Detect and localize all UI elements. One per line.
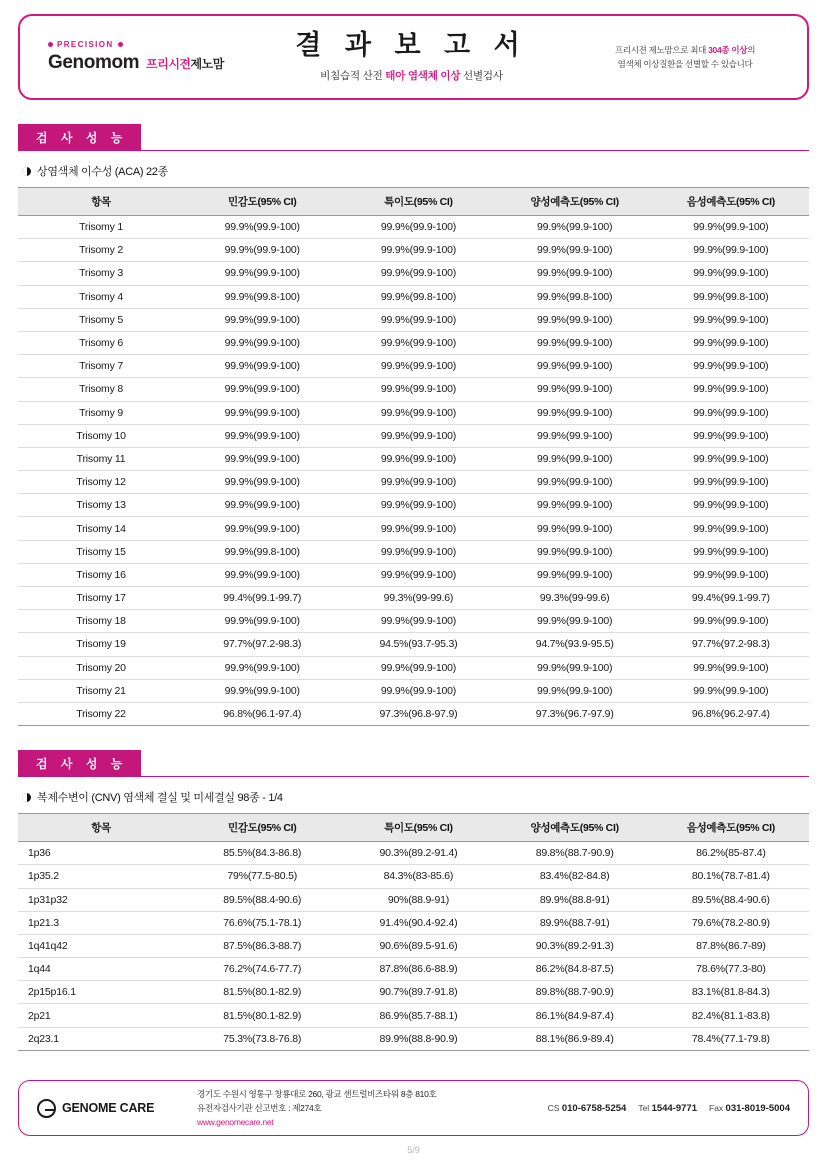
section-aca-tag: 검 사 성 능 xyxy=(18,124,141,151)
cell-item: Trisomy 8 xyxy=(18,378,184,401)
column-header-ppv: 양성예측도(95% CI) xyxy=(497,188,653,216)
cell-value: 99.9%(99.9-100) xyxy=(340,331,496,354)
cell-value: 99.9%(99.9-100) xyxy=(340,656,496,679)
cell-value: 99.9%(99.9-100) xyxy=(497,494,653,517)
cell-value: 99.9%(99.9-100) xyxy=(653,424,809,447)
header-note-line2: 염색체 이상질환을 선별할 수 있습니다 xyxy=(617,59,753,69)
cell-item: Trisomy 6 xyxy=(18,331,184,354)
cell-value: 75.3%(73.8-76.8) xyxy=(184,1027,340,1050)
cell-value: 99.9%(99.9-100) xyxy=(653,494,809,517)
cell-value: 88.1%(86.9-89.4) xyxy=(497,1027,653,1050)
cell-value: 99.9%(99.9-100) xyxy=(340,494,496,517)
table-row xyxy=(18,517,809,540)
cell-value: 89.9%(88.8-91) xyxy=(497,888,653,911)
cell-value: 99.9%(99.9-100) xyxy=(497,563,653,586)
cell-value: 99.9%(99.9-100) xyxy=(340,424,496,447)
tel-contact: Tel 1544-9771 xyxy=(638,1102,697,1114)
cell-value: 99.9%(99.9-100) xyxy=(653,355,809,378)
cell-item: Trisomy 11 xyxy=(18,447,184,470)
cell-value: 83.4%(82-84.8) xyxy=(497,865,653,888)
cell-item: 2p21 xyxy=(18,1004,184,1027)
aca-table-body xyxy=(18,216,809,726)
genome-care-logo xyxy=(37,1099,197,1118)
precision-text: PRECISION xyxy=(57,40,114,49)
cell-value: 99.9%(99.9-100) xyxy=(340,216,496,239)
cell-value: 87.5%(86.3-88.7) xyxy=(184,934,340,957)
cell-item: Trisomy 10 xyxy=(18,424,184,447)
address-line-2: 유전자검사기관 신고번호 : 제274호 xyxy=(197,1102,322,1113)
cell-item: Trisomy 4 xyxy=(18,285,184,308)
table-row xyxy=(18,308,809,331)
table-row xyxy=(18,865,809,888)
section-cnv-header xyxy=(18,750,809,777)
cell-value: 99.9%(99.9-100) xyxy=(497,656,653,679)
cell-value: 99.9%(99.9-100) xyxy=(340,679,496,702)
aca-table-head xyxy=(18,188,809,216)
section-divider xyxy=(141,750,809,777)
cell-value: 89.8%(88.7-90.9) xyxy=(497,981,653,1004)
cell-value: 99.9%(99.9-100) xyxy=(653,656,809,679)
cell-value: 99.9%(99.9-100) xyxy=(340,355,496,378)
cell-value: 99.9%(99.9-100) xyxy=(184,378,340,401)
cell-item: 1p31p32 xyxy=(18,888,184,911)
report-footer xyxy=(18,1080,809,1155)
cell-value: 99.9%(99.9-100) xyxy=(497,308,653,331)
cell-item: Trisomy 9 xyxy=(18,401,184,424)
header-note xyxy=(585,43,785,72)
cell-value: 99.9%(99.8-100) xyxy=(340,285,496,308)
cell-item: 1p36 xyxy=(18,842,184,865)
cell-value: 99.9%(99.9-100) xyxy=(653,563,809,586)
cell-value: 99.9%(99.9-100) xyxy=(653,517,809,540)
cell-item: Trisomy 15 xyxy=(18,540,184,563)
page-subtitle: 비침습적 산전 태아 염색체 이상 선별검사 xyxy=(320,69,503,82)
cell-value: 91.4%(90.4-92.4) xyxy=(340,911,496,934)
cell-value: 86.9%(85.7-88.1) xyxy=(340,1004,496,1027)
cell-value: 99.3%(99-99.6) xyxy=(497,587,653,610)
table-row xyxy=(18,981,809,1004)
cell-value: 99.9%(99.9-100) xyxy=(340,471,496,494)
cell-item: 1q44 xyxy=(18,958,184,981)
cell-item: Trisomy 12 xyxy=(18,471,184,494)
cnv-table-body xyxy=(18,842,809,1051)
brand-name-row xyxy=(48,52,238,74)
column-header-npv: 음성예측도(95% CI) xyxy=(653,188,809,216)
page-number: 5/9 xyxy=(407,1145,420,1155)
cell-value: 90%(88.9-91) xyxy=(340,888,496,911)
cell-value: 99.9%(99.9-100) xyxy=(497,610,653,633)
cell-item: Trisomy 19 xyxy=(18,633,184,656)
cell-value: 99.9%(99.9-100) xyxy=(340,517,496,540)
cell-value: 89.8%(88.7-90.9) xyxy=(497,842,653,865)
company-url[interactable]: www.genomecare.net xyxy=(197,1117,274,1127)
cell-value: 99.9%(99.9-100) xyxy=(653,378,809,401)
cell-value: 99.9%(99.9-100) xyxy=(497,262,653,285)
cell-value: 83.1%(81.8-84.3) xyxy=(653,981,809,1004)
table-row xyxy=(18,216,809,239)
section-aca-subtitle xyxy=(18,163,809,179)
cell-value: 99.9%(99.9-100) xyxy=(653,610,809,633)
dot-icon xyxy=(48,42,53,47)
cell-value: 99.9%(99.9-100) xyxy=(653,540,809,563)
section-aca-header xyxy=(18,124,809,151)
cell-value: 76.6%(75.1-78.1) xyxy=(184,911,340,934)
cell-value: 86.2%(84.8-87.5) xyxy=(497,958,653,981)
cell-value: 86.2%(85-87.4) xyxy=(653,842,809,865)
table-row xyxy=(18,401,809,424)
cell-value: 79%(77.5-80.5) xyxy=(184,865,340,888)
cell-value: 99.9%(99.9-100) xyxy=(653,679,809,702)
cell-item: Trisomy 7 xyxy=(18,355,184,378)
half-circle-bullet-icon xyxy=(22,167,31,176)
cell-value: 94.5%(93.7-95.3) xyxy=(340,633,496,656)
table-row xyxy=(18,587,809,610)
cell-value: 99.9%(99.9-100) xyxy=(184,656,340,679)
cell-value: 99.9%(99.9-100) xyxy=(340,308,496,331)
cell-value: 99.9%(99.8-100) xyxy=(184,285,340,308)
cell-value: 99.9%(99.9-100) xyxy=(340,540,496,563)
cell-item: Trisomy 5 xyxy=(18,308,184,331)
cell-value: 99.9%(99.9-100) xyxy=(497,517,653,540)
cell-value: 99.9%(99.9-100) xyxy=(184,239,340,262)
cell-value: 97.3%(96.8-97.9) xyxy=(340,702,496,725)
table-row xyxy=(18,911,809,934)
cell-value: 99.9%(99.9-100) xyxy=(184,610,340,633)
cell-value: 99.9%(99.9-100) xyxy=(184,331,340,354)
cell-value: 99.9%(99.9-100) xyxy=(184,447,340,470)
cell-value: 99.9%(99.9-100) xyxy=(653,262,809,285)
cell-value: 99.9%(99.9-100) xyxy=(184,262,340,285)
title-block xyxy=(238,31,585,83)
cell-value: 99.9%(99.9-100) xyxy=(497,378,653,401)
cell-value: 99.9%(99.9-100) xyxy=(340,262,496,285)
cell-value: 99.9%(99.9-100) xyxy=(184,355,340,378)
cs-contact: CS 010-6758-5254 xyxy=(547,1102,627,1114)
section-cnv xyxy=(18,750,809,1051)
cell-value: 99.9%(99.9-100) xyxy=(497,447,653,470)
cell-value: 89.9%(88.7-91) xyxy=(497,911,653,934)
cell-item: Trisomy 16 xyxy=(18,563,184,586)
cell-value: 79.6%(78.2-80.9) xyxy=(653,911,809,934)
table-row xyxy=(18,285,809,308)
cell-value: 99.9%(99.9-100) xyxy=(340,563,496,586)
cell-item: Trisomy 14 xyxy=(18,517,184,540)
brand-logo xyxy=(42,40,238,74)
table-row xyxy=(18,355,809,378)
table-row xyxy=(18,842,809,865)
cell-value: 99.9%(99.9-100) xyxy=(653,401,809,424)
table-row xyxy=(18,239,809,262)
cell-value: 90.3%(89.2-91.4) xyxy=(340,842,496,865)
cell-value: 99.9%(99.9-100) xyxy=(340,401,496,424)
cell-item: Trisomy 2 xyxy=(18,239,184,262)
cell-value: 94.7%(93.9-95.5) xyxy=(497,633,653,656)
cell-value: 84.3%(83-85.6) xyxy=(340,865,496,888)
cell-value: 78.6%(77.3-80) xyxy=(653,958,809,981)
cell-value: 99.9%(99.8-100) xyxy=(184,540,340,563)
column-header-npv: 음성예측도(95% CI) xyxy=(653,814,809,842)
cell-value: 99.9%(99.9-100) xyxy=(497,355,653,378)
cell-value: 99.9%(99.9-100) xyxy=(340,447,496,470)
cell-item: 2p15p16.1 xyxy=(18,981,184,1004)
cell-item: 1p21.3 xyxy=(18,911,184,934)
cell-item: Trisomy 18 xyxy=(18,610,184,633)
table-row xyxy=(18,540,809,563)
cell-value: 99.4%(99.1-99.7) xyxy=(184,587,340,610)
table-row xyxy=(18,378,809,401)
cell-value: 81.5%(80.1-82.9) xyxy=(184,1004,340,1027)
table-header-row xyxy=(18,814,809,842)
dot-icon xyxy=(118,42,123,47)
cell-value: 96.8%(96.2-97.4) xyxy=(653,702,809,725)
cell-value: 99.9%(99.9-100) xyxy=(184,494,340,517)
contact-info xyxy=(548,1103,790,1114)
column-header-specificity: 특이도(95% CI) xyxy=(340,188,496,216)
header-note-line1: 프리시젼 제노맘으로 최대 304종 이상의 xyxy=(614,44,756,55)
cell-value: 99.9%(99.9-100) xyxy=(340,239,496,262)
cell-value: 97.3%(96.7-97.9) xyxy=(497,702,653,725)
cell-value: 99.9%(99.9-100) xyxy=(653,239,809,262)
table-row xyxy=(18,1027,809,1050)
cell-item: Trisomy 22 xyxy=(18,702,184,725)
cell-value: 99.9%(99.9-100) xyxy=(340,378,496,401)
cell-value: 85.5%(84.3-86.8) xyxy=(184,842,340,865)
table-row xyxy=(18,494,809,517)
table-row xyxy=(18,1004,809,1027)
cell-value: 99.9%(99.9-100) xyxy=(497,540,653,563)
cell-value: 99.9%(99.9-100) xyxy=(184,471,340,494)
cell-value: 82.4%(81.1-83.8) xyxy=(653,1004,809,1027)
column-header-item: 항목 xyxy=(18,814,184,842)
cell-value: 87.8%(86.6-88.9) xyxy=(340,958,496,981)
table-row xyxy=(18,958,809,981)
cell-value: 80.1%(78.7-81.4) xyxy=(653,865,809,888)
cell-item: Trisomy 3 xyxy=(18,262,184,285)
cell-value: 96.8%(96.1-97.4) xyxy=(184,702,340,725)
cell-value: 99.9%(99.9-100) xyxy=(653,447,809,470)
fax-contact: Fax 031-8019-5004 xyxy=(709,1102,790,1114)
cell-value: 90.6%(89.5-91.6) xyxy=(340,934,496,957)
aca-table xyxy=(18,187,809,726)
genome-care-mark-icon xyxy=(37,1099,56,1118)
cell-item: Trisomy 1 xyxy=(18,216,184,239)
cell-value: 99.9%(99.9-100) xyxy=(184,401,340,424)
section-aca xyxy=(18,124,809,726)
report-header xyxy=(18,14,809,100)
cell-value: 99.9%(99.9-100) xyxy=(184,517,340,540)
cell-value: 99.9%(99.8-100) xyxy=(653,285,809,308)
cell-item: 1p35.2 xyxy=(18,865,184,888)
brand-name-kor: 프리시젼제노맘 xyxy=(146,57,224,71)
table-row xyxy=(18,888,809,911)
cell-value: 99.3%(99-99.6) xyxy=(340,587,496,610)
cell-value: 89.9%(88.8-90.9) xyxy=(340,1027,496,1050)
cell-item: Trisomy 17 xyxy=(18,587,184,610)
cell-value: 99.9%(99.9-100) xyxy=(653,216,809,239)
genome-care-text: GENOME CARE xyxy=(62,1101,155,1115)
column-header-item: 항목 xyxy=(18,188,184,216)
table-row xyxy=(18,610,809,633)
table-header-row xyxy=(18,188,809,216)
cell-item: Trisomy 21 xyxy=(18,679,184,702)
section-aca-subtitle-text: 상염색체 이수성 (ACA) 22종 xyxy=(37,166,168,178)
cell-value: 99.9%(99.9-100) xyxy=(497,216,653,239)
cell-value: 89.5%(88.4-90.6) xyxy=(653,888,809,911)
section-cnv-subtitle-text: 복제수변이 (CNV) 염색체 결실 및 미세결실 98종 - 1/4 xyxy=(37,792,283,805)
cell-value: 97.7%(97.2-98.3) xyxy=(184,633,340,656)
company-address xyxy=(197,1087,548,1129)
section-divider xyxy=(141,124,809,151)
precision-label xyxy=(48,40,238,49)
cell-value: 99.9%(99.9-100) xyxy=(340,610,496,633)
cell-value: 90.7%(89.7-91.8) xyxy=(340,981,496,1004)
table-row xyxy=(18,934,809,957)
cell-value: 99.9%(99.9-100) xyxy=(497,331,653,354)
cell-value: 90.3%(89.2-91.3) xyxy=(497,934,653,957)
table-row xyxy=(18,679,809,702)
column-header-sensitivity: 민감도(95% CI) xyxy=(184,188,340,216)
cnv-table-head xyxy=(18,814,809,842)
cell-value: 78.4%(77.1-79.8) xyxy=(653,1027,809,1050)
cell-value: 97.7%(97.2-98.3) xyxy=(653,633,809,656)
cell-value: 99.9%(99.9-100) xyxy=(184,679,340,702)
cnv-table xyxy=(18,813,809,1051)
section-cnv-tag: 검 사 성 능 xyxy=(18,750,141,777)
cell-value: 99.9%(99.9-100) xyxy=(653,471,809,494)
page-title: 결 과 보 고 서 xyxy=(295,30,528,61)
table-row xyxy=(18,471,809,494)
cell-item: Trisomy 13 xyxy=(18,494,184,517)
cell-value: 87.8%(86.7-89) xyxy=(653,934,809,957)
table-row xyxy=(18,702,809,725)
cell-value: 99.9%(99.8-100) xyxy=(497,285,653,308)
cell-value: 89.5%(88.4-90.6) xyxy=(184,888,340,911)
table-row xyxy=(18,424,809,447)
cell-value: 99.9%(99.9-100) xyxy=(497,239,653,262)
table-row xyxy=(18,262,809,285)
table-row xyxy=(18,331,809,354)
address-line-1: 경기도 수원시 영통구 창룡대로 260, 광교 센트럴비즈타워 8층 810호 xyxy=(197,1088,437,1099)
column-header-ppv: 양성예측도(95% CI) xyxy=(497,814,653,842)
cell-value: 76.2%(74.6-77.7) xyxy=(184,958,340,981)
cell-value: 99.9%(99.9-100) xyxy=(497,401,653,424)
cell-value: 81.5%(80.1-82.9) xyxy=(184,981,340,1004)
cell-value: 99.4%(99.1-99.7) xyxy=(653,587,809,610)
cell-value: 99.9%(99.9-100) xyxy=(653,308,809,331)
half-circle-bullet-icon xyxy=(22,793,31,802)
cell-item: Trisomy 20 xyxy=(18,656,184,679)
table-row xyxy=(18,656,809,679)
table-row xyxy=(18,447,809,470)
cell-item: 2q23.1 xyxy=(18,1027,184,1050)
section-cnv-subtitle xyxy=(18,789,809,805)
cell-value: 99.9%(99.9-100) xyxy=(497,471,653,494)
column-header-specificity: 특이도(95% CI) xyxy=(340,814,496,842)
table-row xyxy=(18,633,809,656)
cell-item: 1q41q42 xyxy=(18,934,184,957)
cell-value: 99.9%(99.9-100) xyxy=(497,424,653,447)
cell-value: 99.9%(99.9-100) xyxy=(184,424,340,447)
cell-value: 99.9%(99.9-100) xyxy=(653,331,809,354)
cell-value: 99.9%(99.9-100) xyxy=(184,308,340,331)
cell-value: 86.1%(84.9-87.4) xyxy=(497,1004,653,1027)
footer-box xyxy=(18,1080,809,1136)
column-header-sensitivity: 민감도(95% CI) xyxy=(184,814,340,842)
cell-value: 99.9%(99.9-100) xyxy=(497,679,653,702)
cell-value: 99.9%(99.9-100) xyxy=(184,216,340,239)
table-row xyxy=(18,563,809,586)
brand-name: Genomom xyxy=(48,52,140,73)
cell-value: 99.9%(99.9-100) xyxy=(184,563,340,586)
